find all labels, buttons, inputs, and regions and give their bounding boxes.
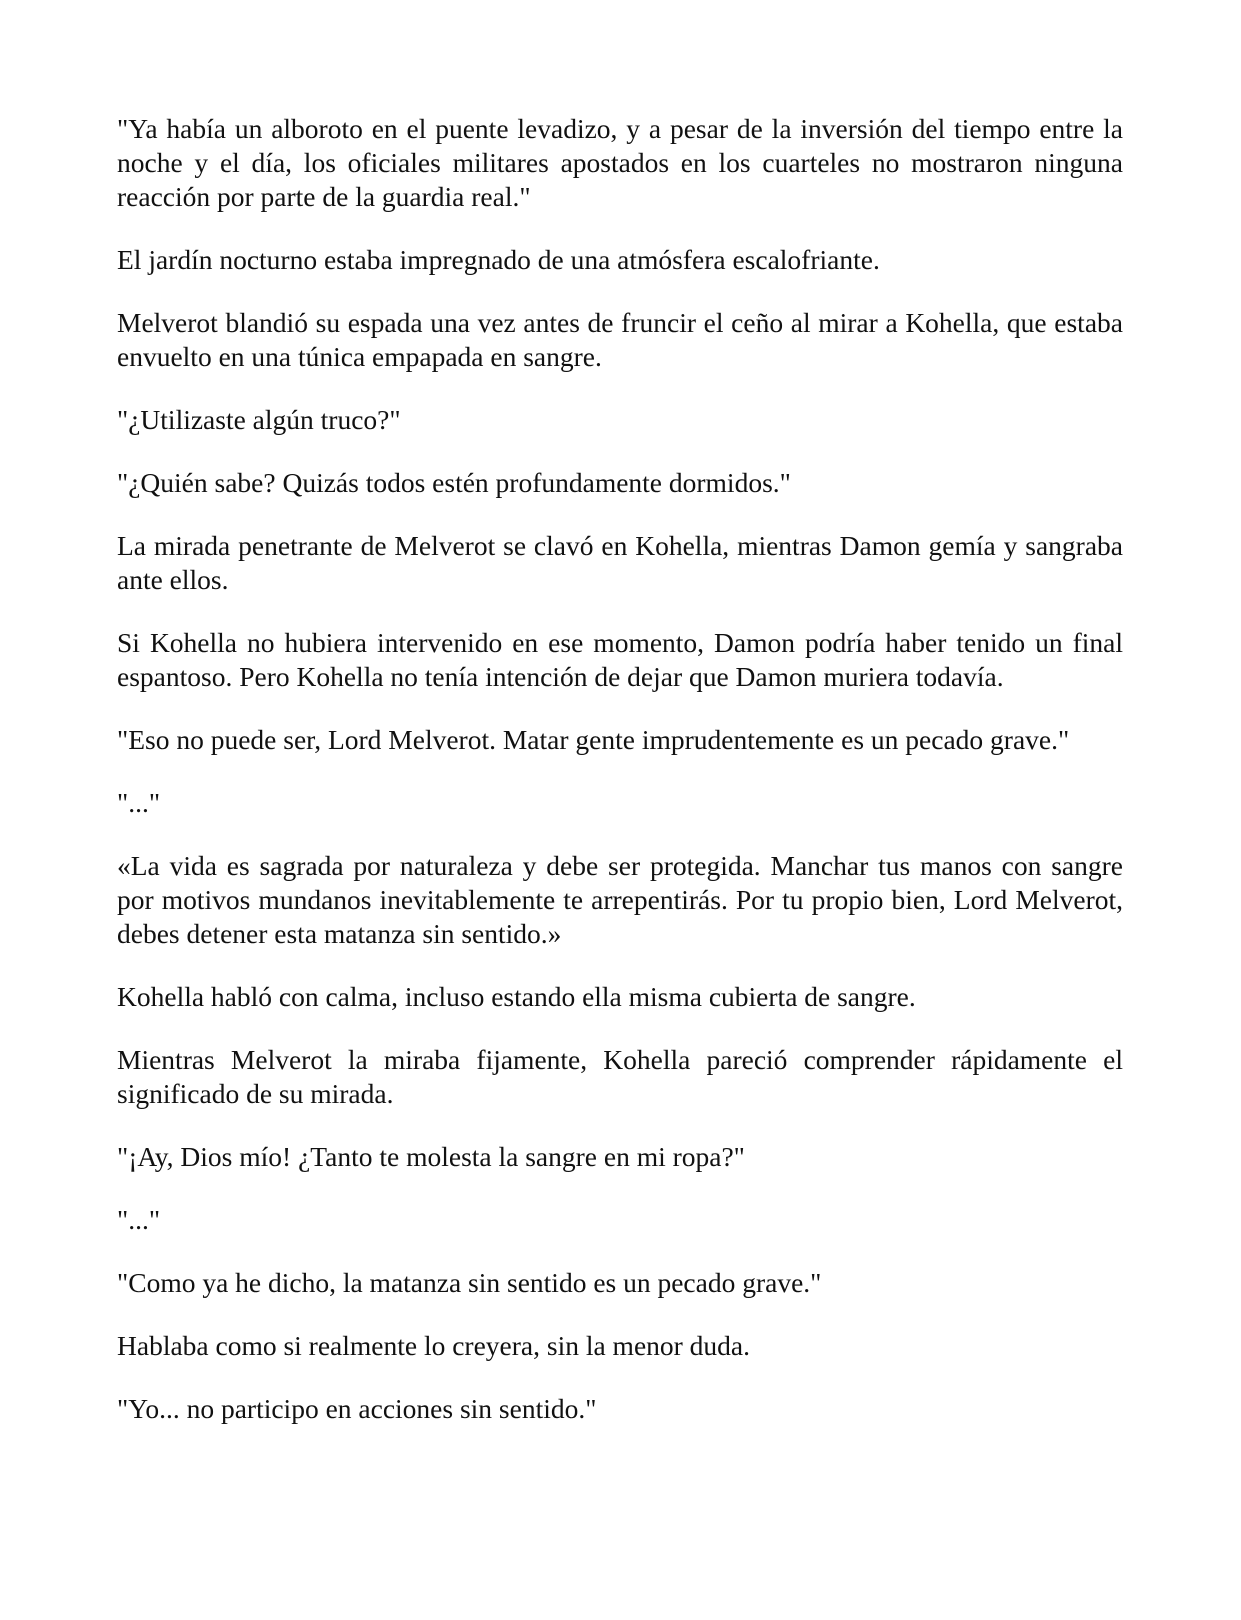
paragraph: "..." — [117, 1204, 161, 1235]
paragraph: "Como ya he dicho, la matanza sin sentido es un pecado grave." — [117, 1267, 822, 1298]
paragraph: Kohella habló con calma, incluso estando ella misma cubierta de sangre. — [117, 981, 916, 1012]
paragraph: Mientras Melverot la miraba fijamente, Kohella pareció comprender rápidamente el significado de su mirada. — [117, 1044, 1123, 1109]
paragraph: "¡Ay, Dios mío! ¿Tanto te molesta la sangre en mi ropa?" — [117, 1141, 745, 1172]
paragraph: «La vida es sagrada por naturaleza y debe ser protegida. Manchar tus manos con sangre por motivos mundanos inevitablemente te arrepentirás. Por tu propio bien, Lord Melverot, debes detener esta matanza sin sentido.» — [117, 850, 1123, 949]
paragraph: "Eso no puede ser, Lord Melverot. Matar gente imprudentemente es un pecado grave." — [117, 724, 1070, 755]
paragraph: "¿Utilizaste algún truco?" — [117, 404, 401, 435]
paragraph: "¿Quién sabe? Quizás todos estén profundamente dormidos." — [117, 467, 791, 498]
paragraph: La mirada penetrante de Melverot se clavó en Kohella, mientras Damon gemía y sangraba ante ellos. — [117, 530, 1123, 595]
paragraph: "Ya había un alboroto en el puente levadizo, y a pesar de la inversión del tiempo entre la noche y el día, los oficiales militares apostados en los cuarteles no mostraron ninguna reacción por parte de la guardia real." — [117, 113, 1123, 212]
paragraph: Si Kohella no hubiera intervenido en ese momento, Damon podría haber tenido un final espantoso. Pero Kohella no tenía intención de dejar que Damon muriera todavía. — [117, 627, 1123, 692]
paragraph: "..." — [117, 787, 161, 818]
paragraph: Hablaba como si realmente lo creyera, sin la menor duda. — [117, 1330, 751, 1361]
document-page — [117, 112, 1123, 1455]
paragraph: "Yo... no participo en acciones sin sentido." — [117, 1393, 597, 1424]
paragraph: El jardín nocturno estaba impregnado de una atmósfera escalofriante. — [117, 244, 880, 275]
paragraph: Melverot blandió su espada una vez antes de fruncir el ceño al mirar a Kohella, que estaba envuelto en una túnica empapada en sangre. — [117, 307, 1123, 372]
